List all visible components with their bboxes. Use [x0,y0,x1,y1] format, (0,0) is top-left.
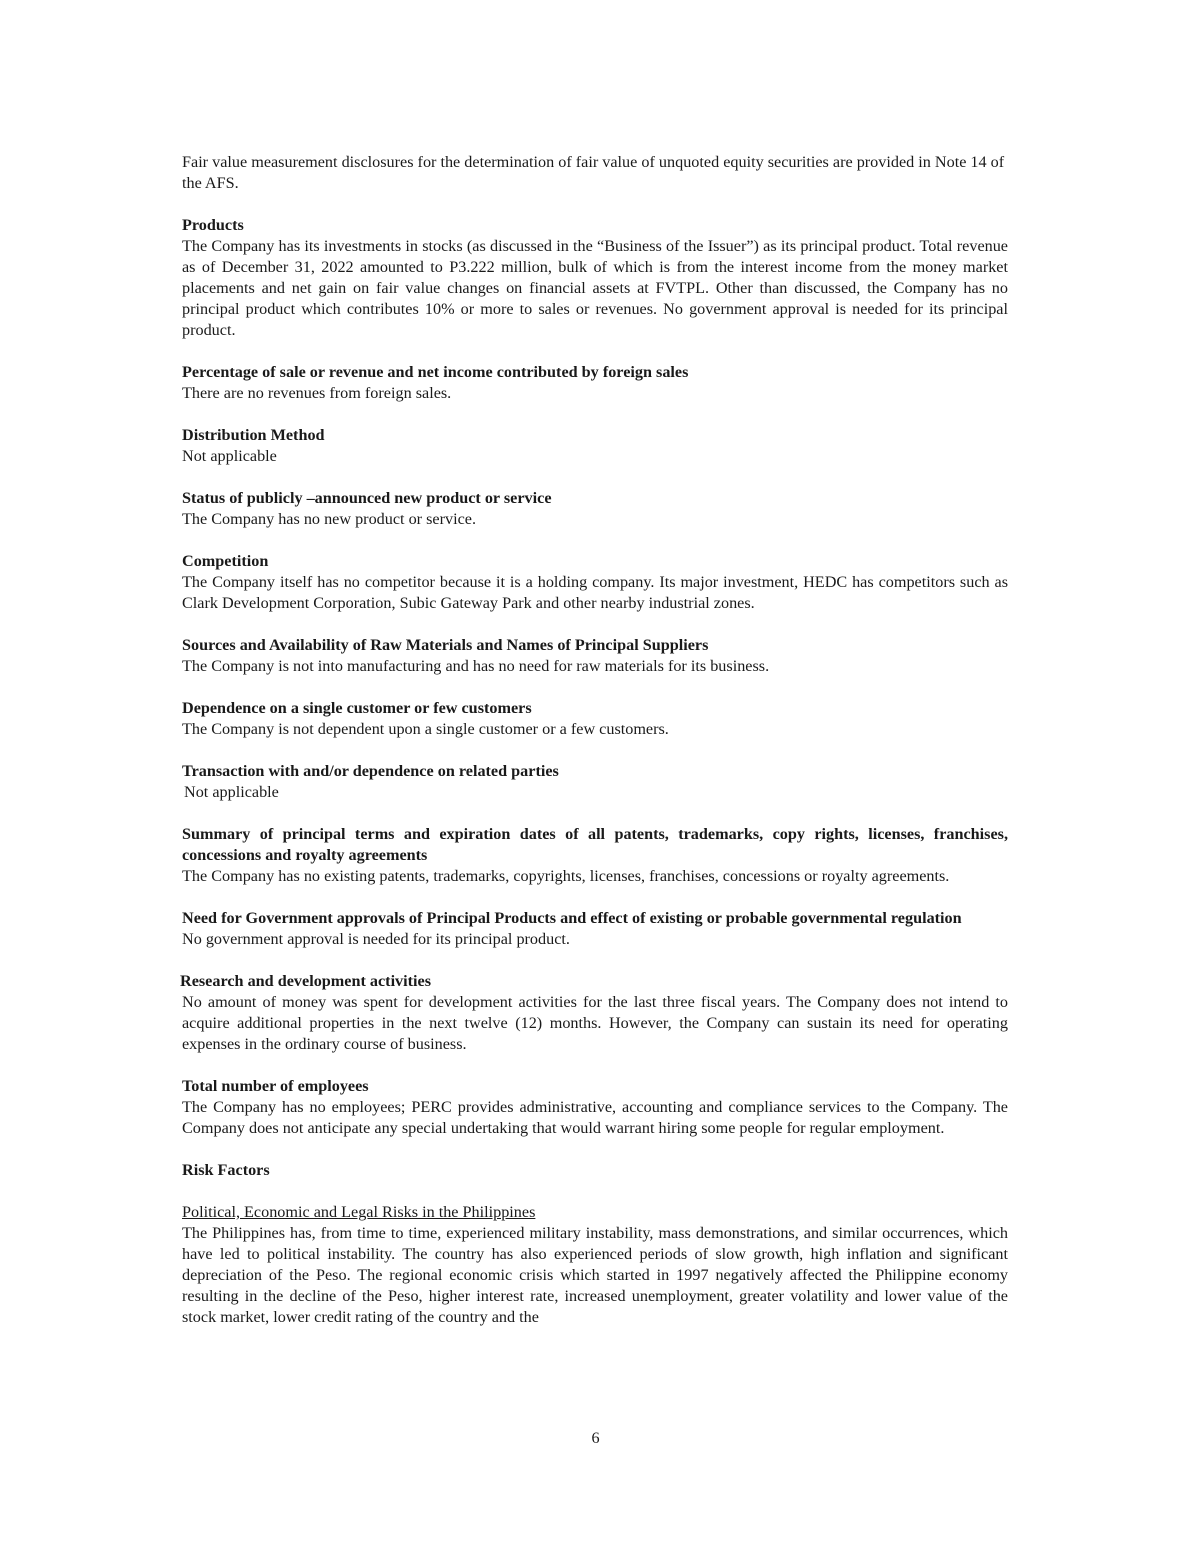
document-page [182,152,1008,1328]
section-heading: Transaction with and/or dependence on related parties [182,762,559,780]
section-body: No government approval is needed for its principal product. [182,930,570,948]
section-body: The Company has no new product or service. [182,510,476,528]
subsection-heading: Political, Economic and Legal Risks in the Philippines [182,1203,536,1221]
section-customers [182,698,1008,740]
section-products [182,215,1008,341]
section-competition [182,551,1008,614]
section-distribution [182,425,1008,467]
section-heading: Distribution Method [182,426,325,444]
risk-subsection [182,1202,1008,1328]
section-body: No amount of money was spent for development activities for the last three fiscal years. The Company does not intend to acquire additional properties in the next twelve (12) months. However, the Company can sustain its need for operating expenses in the ordinary course of business. [182,993,1008,1053]
section-heading: Products [182,216,244,234]
section-body: The Philippines has, from time to time, experienced military instability, mass demonstrations, and similar occurrences, which have led to political instability. The country has also experienced periods of slow growth, high inflation and significant depreciation of the Peso. The regional economic crisis which started in 1997 negatively affected the Philippine economy resulting in the decline of the Peso, higher interest rate, increased unemployment, greater volatility and lower value of the stock market, lower credit rating of the country and the [182,1224,1008,1326]
section-risk-factors [182,1160,1008,1328]
section-related-parties [182,761,1008,803]
section-foreign-sales [182,362,1008,404]
section-body: There are no revenues from foreign sales. [182,384,452,402]
section-heading: Summary of principal terms and expiration dates of all patents, trademarks, copy rights, licenses, franchises, concessions and royalty agreements [182,825,1008,864]
section-body: Not applicable [184,783,279,801]
section-heading: Risk Factors [182,1161,270,1179]
section-heading: Percentage of sale or revenue and net income contributed by foreign sales [182,363,689,381]
section-body: The Company is not dependent upon a single customer or a few customers. [182,720,669,738]
section-heading: Sources and Availability of Raw Materials and Names of Principal Suppliers [182,636,709,654]
section-raw-materials [182,635,1008,677]
section-body: The Company has its investments in stocks (as discussed in the “Business of the Issuer”) as its principal product. Total revenue as of December 31, 2022 amounted to P3.222 million, bulk of which is from the interest income from the money market placements and net gain on fair value changes on financial assets at FVTPL. Other than discussed, the Company has no principal product which contributes 10% or more to sales or revenues. No government approval is needed for its principal product. [182,237,1008,339]
section-patents [182,824,1008,887]
section-heading: Dependence on a single customer or few customers [182,699,532,717]
section-body: The Company has no existing patents, trademarks, copyrights, licenses, franchises, concessions or royalty agreements. [182,867,950,885]
section-body: The Company is not into manufacturing and has no need for raw materials for its business. [182,657,770,675]
section-heading: Total number of employees [182,1077,369,1095]
section-research [182,971,1008,1055]
section-body: Not applicable [182,447,277,465]
section-body: The Company itself has no competitor because it is a holding company. Its major investment, HEDC has competitors such as Clark Development Corporation, Subic Gateway Park and other nearby industrial zones. [182,573,1008,612]
section-body: The Company has no employees; PERC provides administrative, accounting and compliance services to the Company. The Company does not anticipate any special undertaking that would warrant hiring some people for regular employment. [182,1098,1008,1137]
section-heading: Status of publicly –announced new product or service [182,489,552,507]
section-new-product [182,488,1008,530]
page-number: 6 [591,1429,600,1447]
section-heading: Need for Government approvals of Principal Products and effect of existing or probable governmental regulation [182,909,962,927]
section-government [182,908,1008,950]
intro-paragraph: Fair value measurement disclosures for the determination of fair value of unquoted equity securities are provided in Note 14 of the AFS. [182,153,1005,192]
section-employees [182,1076,1008,1139]
section-heading: Competition [182,552,269,570]
section-heading: Research and development activities [180,972,432,990]
